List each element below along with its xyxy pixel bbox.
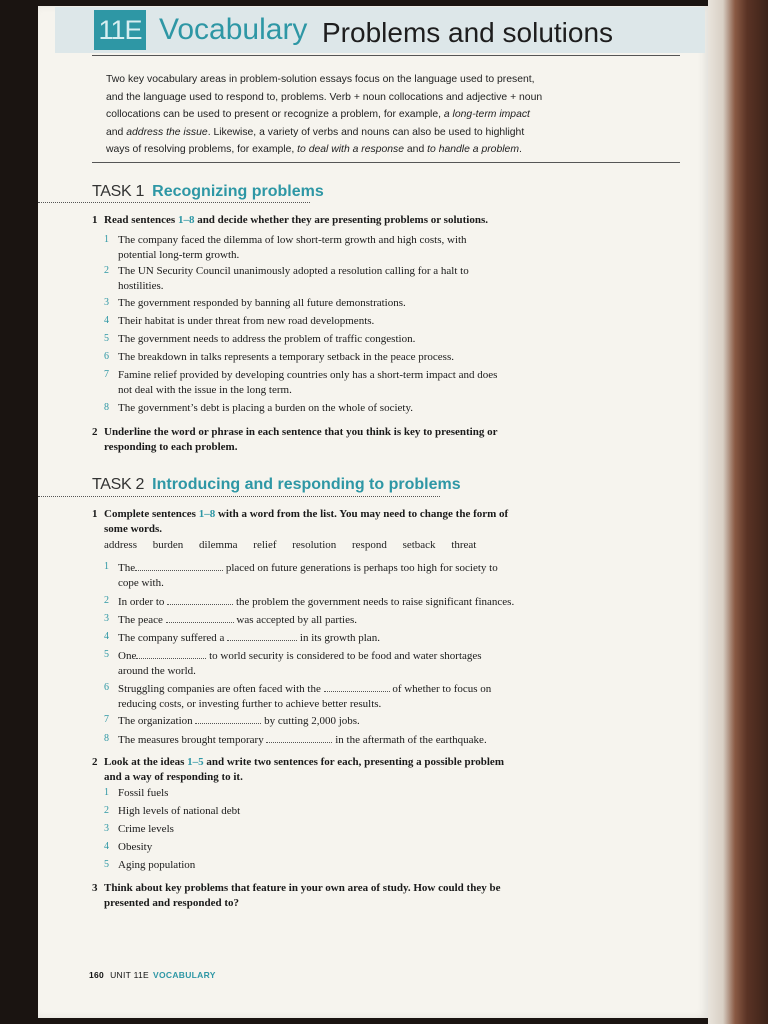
- book-spine: [708, 0, 768, 1024]
- list-item: 6 The breakdown in talks represents a temporary setback in the peace process.: [104, 351, 454, 363]
- task1-dotted-rule: [38, 202, 310, 203]
- task2-label: TASK 2: [92, 476, 145, 493]
- intro-rule: [92, 162, 680, 163]
- idea-item: 3 Crime levels: [104, 823, 174, 835]
- list-item: 4 Their habitat is under threat from new road developments.: [104, 315, 375, 327]
- fill-in-item: 7 The organization by cutting 2,000 jobs.: [104, 714, 360, 727]
- intro-line: and address the issue. Likewise, a variety of verbs and nouns can also be used to highlight: [106, 126, 525, 138]
- word-list-item: respond: [352, 539, 387, 551]
- footer-section: VOCABULARY: [153, 970, 216, 980]
- idea-item: 5 Aging population: [104, 859, 196, 871]
- word-list-item: address: [104, 539, 137, 551]
- task2-title: Introducing and responding to problems: [152, 476, 461, 493]
- answer-blank[interactable]: [227, 630, 297, 641]
- page-number: 160: [89, 970, 105, 980]
- list-item: 5 The government needs to address the problem of traffic congestion.: [104, 333, 416, 345]
- page-subtitle: Problems and solutions: [322, 17, 614, 48]
- answer-blank[interactable]: [136, 648, 206, 659]
- intro-paragraph: [106, 71, 546, 159]
- task1-question-2: 2 Underline the word or phrase in each sentence that you think is key to presenting or responding to each problem.: [92, 426, 498, 453]
- task2-question-1: 1 Complete sentences 1–8 with a word from the list. You may need to change the form of some words.: [92, 508, 509, 535]
- list-item: 3 The government responded by banning all future demonstrations.: [104, 297, 406, 309]
- word-list-item: resolution: [292, 539, 337, 551]
- task1-label: TASK 1: [92, 183, 145, 200]
- intro-line: collocations can be used to present or recognize a problem, for example, a long-term impact: [106, 109, 530, 120]
- fill-in-item: 6 Struggling companies are often faced with the of whether to focus on reducing costs, or investing further to achieve better results.: [104, 682, 492, 710]
- answer-blank[interactable]: [195, 713, 261, 724]
- task2-heading: [92, 475, 461, 495]
- fill-in-item: 4 The company suffered a in its growth plan.: [104, 631, 380, 644]
- word-list-item: dilemma: [199, 539, 238, 551]
- header-rule: [92, 55, 680, 56]
- unit-badge: 11E: [94, 10, 146, 50]
- task1-title: Recognizing problems: [152, 183, 324, 200]
- answer-blank[interactable]: [324, 681, 390, 692]
- list-item: 8 The government’s debt is placing a burden on the whole of society.: [104, 402, 413, 414]
- intro-line: Two key vocabulary areas in problem-solution essays focus on the language used to present,: [106, 74, 535, 85]
- word-list-item: burden: [152, 539, 184, 551]
- fill-in-item: 1 The placed on future generations is perhaps too high for society to cope with.: [104, 561, 498, 589]
- idea-item: 4 Obesity: [104, 841, 153, 853]
- answer-blank[interactable]: [166, 612, 234, 623]
- list-item: 2 The UN Security Council unanimously adopted a resolution calling for a halt to hostilities.: [104, 265, 469, 292]
- word-list-item: threat: [451, 539, 477, 551]
- task1-heading: [92, 182, 324, 202]
- task2-question-3: 3 Think about key problems that feature in your own area of study. How could they be presented and responded to?: [92, 882, 501, 909]
- fill-in-item: 5 One to world security is considered to be food and water shortages around the world.: [104, 649, 482, 677]
- idea-item: 1 Fossil fuels: [104, 787, 169, 799]
- idea-item: 2 High levels of national debt: [104, 805, 241, 817]
- list-item: 7 Famine relief provided by developing countries only has a short-term impact and does not deal with the issue in the long term.: [104, 369, 498, 396]
- fill-in-item: 3 The peace was accepted by all parties.: [104, 613, 358, 626]
- fill-in-item: 8 The measures brought temporary in the aftermath of the earthquake.: [104, 733, 487, 746]
- fill-in-item: 2 In order to the problem the government needs to raise significant finances.: [104, 595, 515, 608]
- intro-line: and the language used to respond to, problems. Verb + noun collocations and adjective + noun: [106, 91, 543, 103]
- task2-question-2: 2 Look at the ideas 1–5 and write two sentences for each, presenting a possible problem and a way of responding to it.: [92, 756, 504, 783]
- answer-blank[interactable]: [167, 594, 233, 605]
- task2-dotted-rule: [38, 496, 440, 497]
- word-list-item: relief: [253, 539, 277, 551]
- intro-line: ways of resolving problems, for example, to deal with a response and to handle a problem.: [106, 144, 522, 155]
- page-title: Vocabulary: [159, 13, 308, 46]
- word-list: [104, 539, 487, 551]
- answer-blank[interactable]: [135, 560, 223, 571]
- footer-unit: UNIT 11E: [110, 970, 150, 980]
- word-list-item: setback: [402, 539, 436, 551]
- list-item: 1 The company faced the dilemma of low short-term growth and high costs, with potential long-term growth.: [104, 234, 467, 261]
- page-footer: [89, 970, 216, 980]
- answer-blank[interactable]: [266, 732, 332, 743]
- task1-question-1: 1 Read sentences 1–8 and decide whether they are presenting problems or solutions.: [92, 214, 488, 226]
